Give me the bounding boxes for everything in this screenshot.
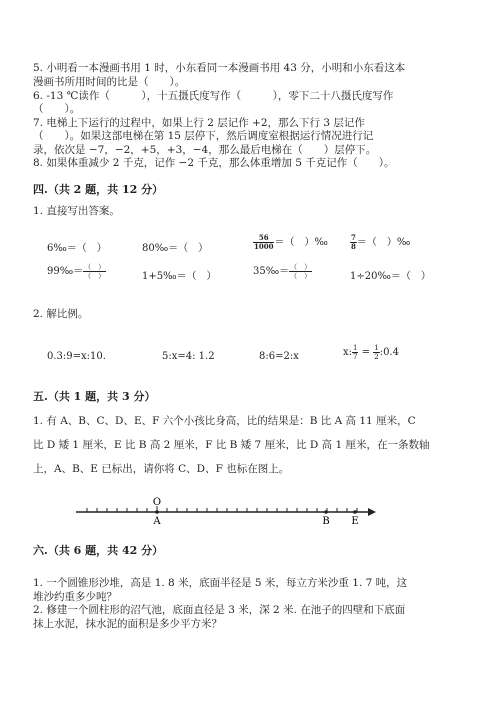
calc-2-1-denominator: （ ）	[84, 272, 106, 280]
calc-1-3-rest: ＝（ ）‰	[274, 237, 328, 248]
proportion-4-prefix: x:	[343, 347, 353, 358]
section6-q1-line1: 1. 一个圆锥形沙堆，高是 1. 8 米，底面半径是 5 米，每立方米沙重 1. 7 吨，这	[33, 577, 408, 589]
proportion-1: 0.3:9=x:10.	[47, 351, 106, 362]
point-a	[155, 510, 159, 514]
section5-q1-line3: 上，A、B、E 已标出，请你将 C、D、F 也标在图上。	[33, 463, 290, 475]
calc-1-4-denominator: 8	[351, 242, 356, 251]
calc-1-3-denominator: 1000	[254, 242, 274, 251]
proportion-3: 8:6=2:x	[259, 351, 299, 362]
section5-heading: 五.（共 1 题，共 3 分）	[33, 390, 156, 403]
q7-line2: （ ）。如果这部电梯在第 15 层停下，然后调度室根据运行情况进行记	[33, 130, 374, 142]
section4-q2-title: 2. 解比例。	[33, 308, 89, 320]
calc-1-1: 6‰＝（ ）	[47, 243, 107, 254]
calc-2-3	[253, 262, 312, 280]
calc-2-1-prefix: 99‰＝	[47, 266, 84, 277]
q6-line1: 6. -13 ℃读作（ ），十五摄氏度写作（ ），零下二十八摄氏度写作	[33, 90, 394, 102]
number-line-ticks	[87, 506, 357, 512]
section6-q2-line1: 2. 修建一个圆柱形的沼气池，底面直径是 3 米，深 2 米. 在池子的四壁和下底面	[33, 604, 406, 616]
label-a: A	[153, 516, 161, 527]
calc-2-3-denominator: （ ）	[290, 272, 312, 280]
proportion-4-numerator-2: 1	[374, 344, 379, 352]
section5-q1-line2: 比 D 矮 1 厘米，E 比 B 高 2 厘米，F 比 B 矮 7 厘米，比 D 高 1 厘米，在一条数轴	[33, 439, 430, 451]
q7-line1: 7. 电梯上下运行的过程中，如果上行 2 层记作 +2，那么下行 3 层记作	[33, 117, 365, 129]
calc-2-3-prefix: 35‰＝	[253, 266, 290, 277]
calc-1-3-numerator: 56	[253, 234, 274, 243]
calc-1-4-rest: ＝（ ）‰	[356, 237, 411, 248]
section4-q1-title: 1. 直接写出答案。	[33, 205, 120, 217]
section6-q2-line2: 抹上水泥，抹水泥的面积是多少平方米？	[33, 618, 222, 630]
proportion-4-suffix: :0.4	[379, 347, 399, 358]
calc-2-4: 1÷20‰＝（ ）	[350, 271, 431, 282]
proportion-4-middle: =	[358, 347, 374, 358]
number-line-arrow	[368, 508, 376, 516]
q6-line2: （ ）。	[33, 103, 81, 115]
section6-q1-line2: 堆沙约重多少吨？	[33, 591, 117, 603]
section6-heading: 六.（共 6 题，共 42 分）	[33, 544, 164, 557]
q5-line2: 漫画书所用时间的比是（ ）。	[33, 76, 186, 88]
calc-1-3	[253, 233, 328, 251]
q5-line1: 5. 小明看一本漫画书用 1 时，小东看同一本漫画书用 43 分，小明和小东看这本	[33, 62, 406, 74]
q7-line3: 录，依次是 −7，−2，+5，+3，−4，那么最后电梯在（ ）层停下。	[33, 144, 377, 156]
calc-2-1	[47, 262, 106, 280]
proportion-4-denominator-2: 2	[374, 353, 379, 361]
calc-1-4-numerator: 7	[351, 233, 356, 242]
calc-1-4	[350, 233, 410, 251]
proportion-4	[343, 344, 399, 361]
proportion-4-numerator-1: 1	[353, 344, 358, 352]
label-e: E	[351, 516, 359, 527]
q8-line1: 8. 如果体重减少 2 千克，记作 −2 千克，那么体重增加 5 千克记作（ ）。	[33, 157, 395, 169]
proportion-2: 5:x=4: 1.2	[162, 351, 215, 362]
section4-heading: 四.（共 2 题，共 12 分）	[33, 183, 164, 196]
calc-1-2: 80‰＝（ ）	[142, 243, 209, 254]
calc-2-1-numerator: （ ）	[84, 263, 106, 271]
section5-q1-line1: 1. 有 A、B、C、D、E、F 六个小孩比身高，比的结果是：B 比 A 高 11 厘米，C	[33, 415, 416, 427]
label-b: B	[322, 516, 330, 527]
proportion-4-denominator-1: 7	[353, 353, 358, 361]
number-line	[0, 490, 500, 530]
calc-2-2: 1+5‰＝（ ）	[142, 271, 217, 282]
point-b	[324, 510, 328, 514]
point-e	[353, 510, 357, 514]
calc-2-3-numerator: （ ）	[290, 263, 312, 271]
origin-label: O	[152, 497, 162, 508]
